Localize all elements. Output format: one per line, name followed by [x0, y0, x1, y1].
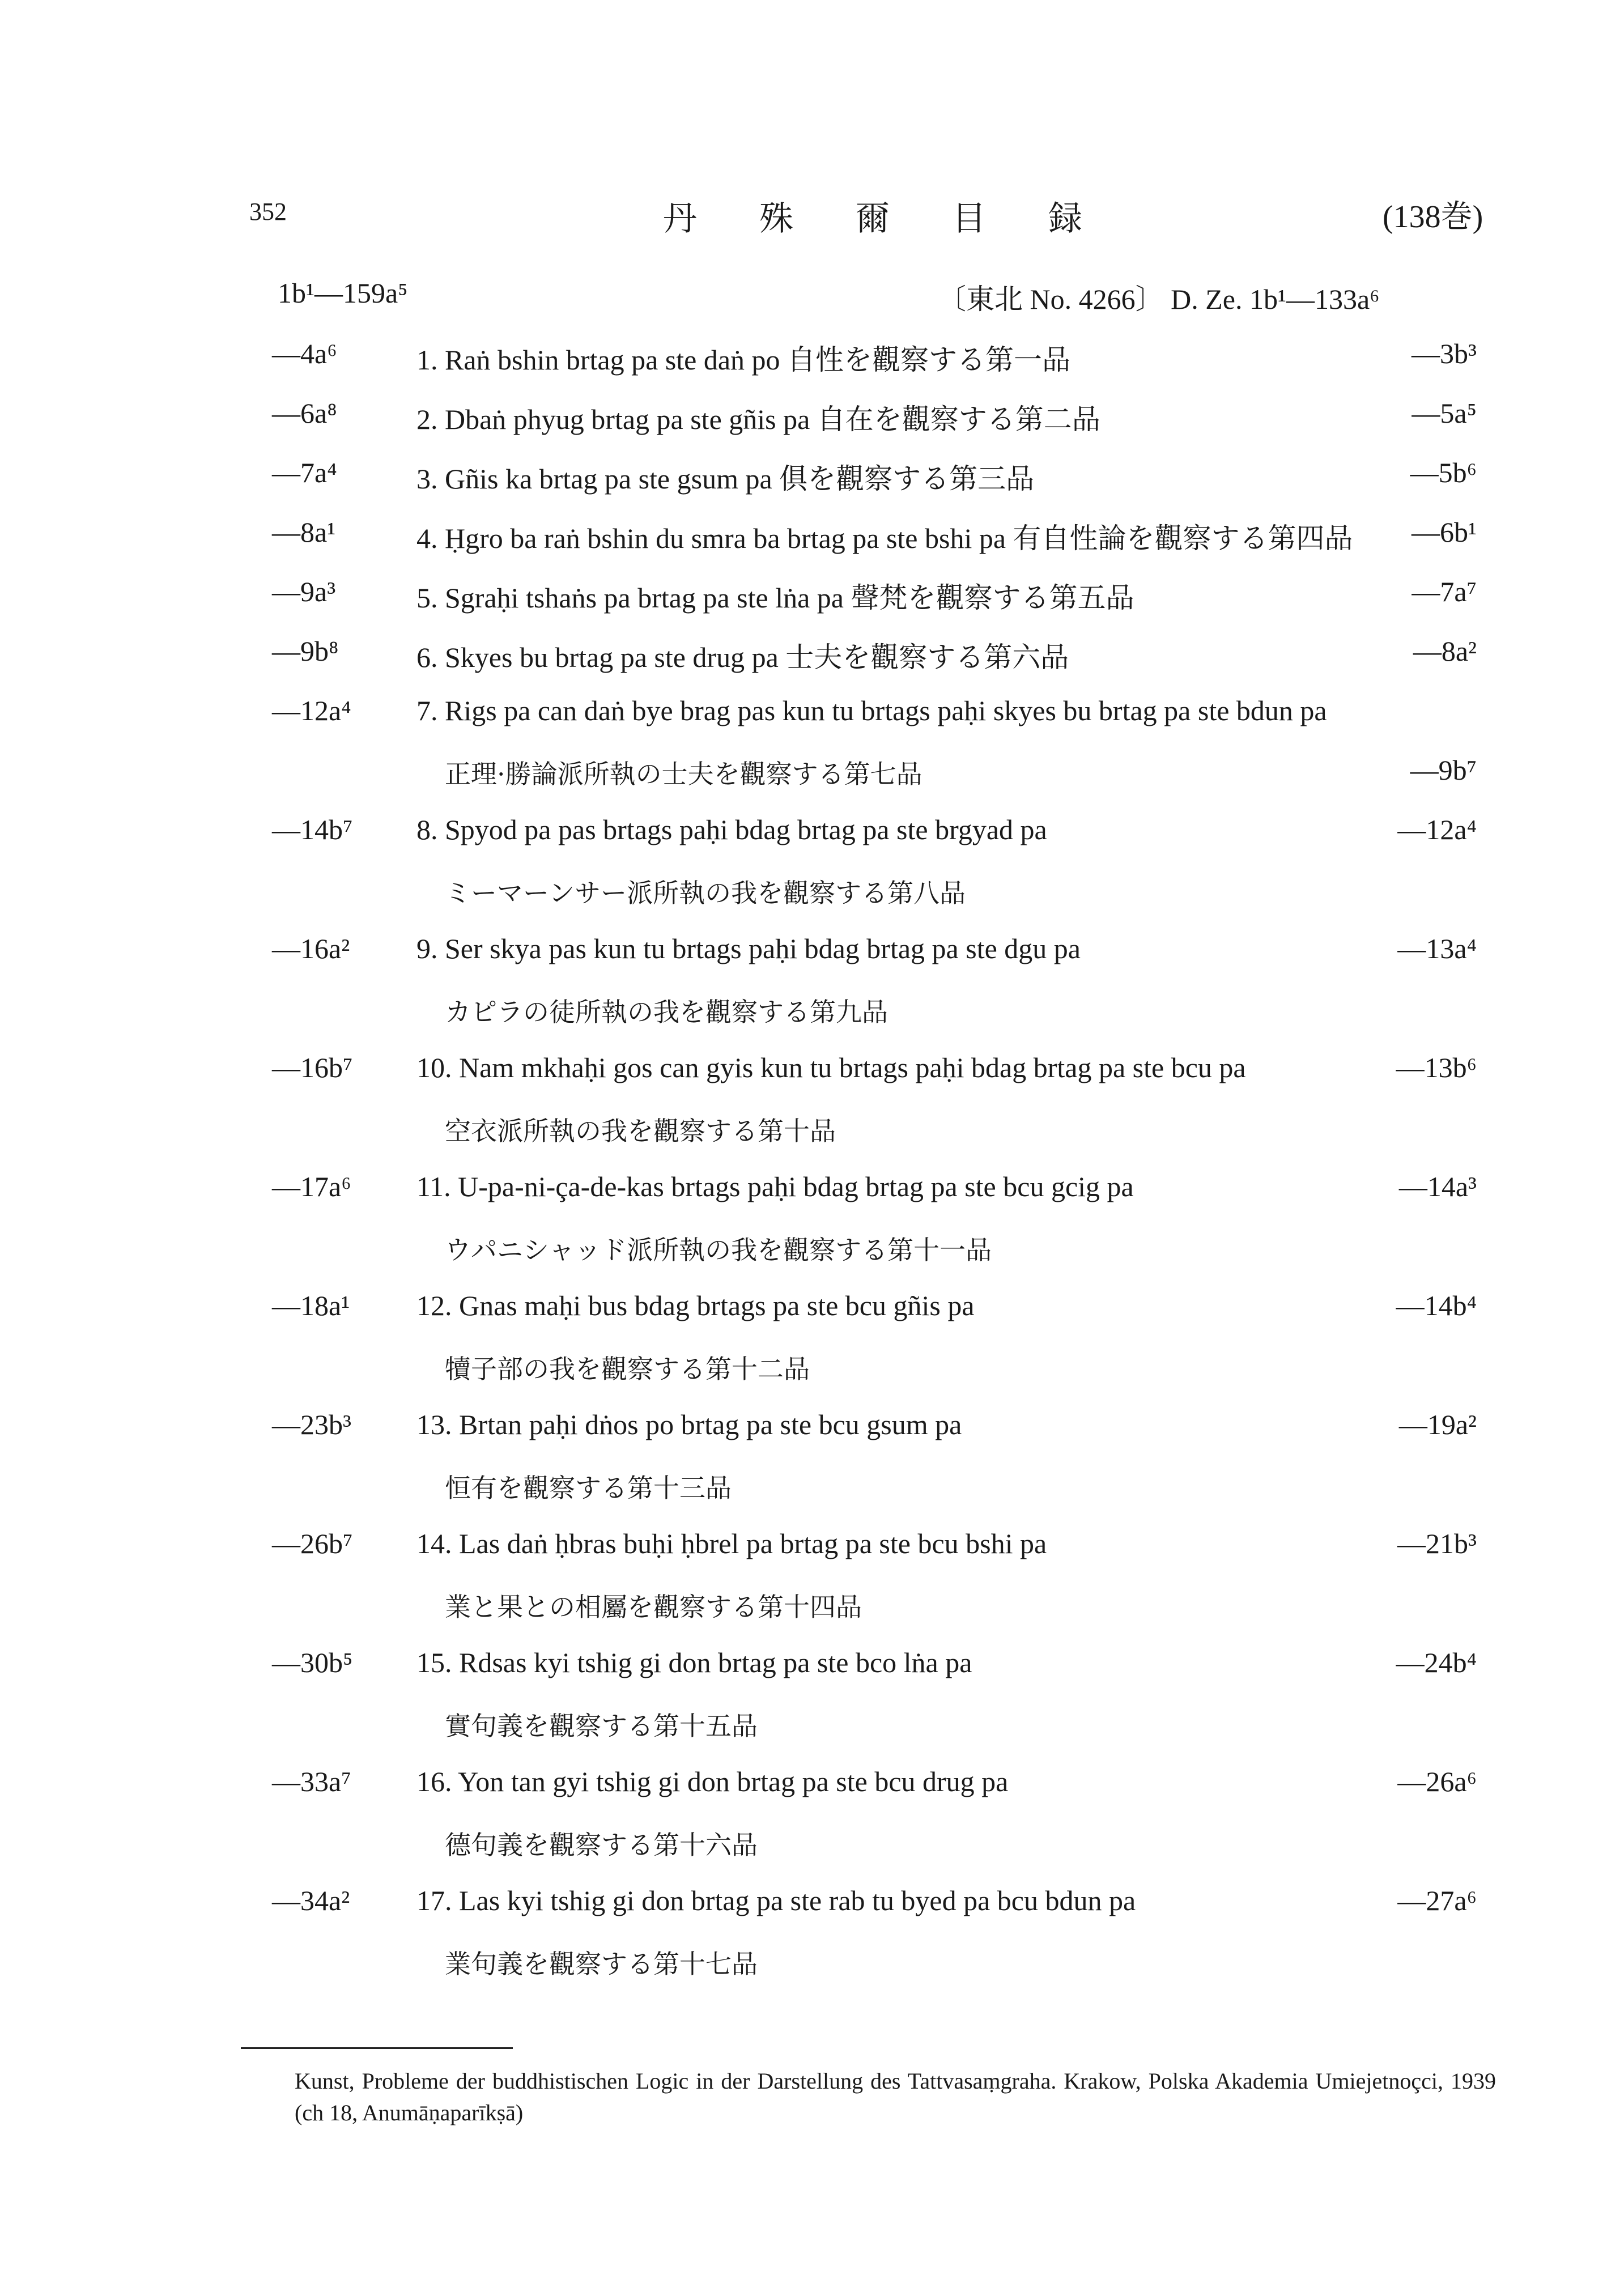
derge-folio: —5b⁶ — [1410, 457, 1477, 488]
entry-title: 11. U-pa-ni-ça-de-kas brtags paḥi bdag brtag pa ste bcu gcig pa — [416, 1171, 1134, 1202]
derge-folio: —6b¹ — [1412, 516, 1477, 548]
entry-translation: カピラの徒所執の我を觀察する第九品 — [445, 997, 888, 1027]
page-number: 352 — [249, 198, 287, 226]
derge-folio: —26a⁶ — [1397, 1766, 1477, 1797]
folio-end: —12a⁴ — [272, 695, 351, 726]
folio-end: —9a³ — [272, 576, 336, 607]
folio-end: —17a⁶ — [272, 1171, 351, 1202]
footnote: Kunst, Probleme der buddhistischen Logic in der Darstellung des Tattvasaṃgraha. Krakow, Polska Akademia Umiejetnoçci, 1939 (ch 18, Anumāṇaparīkṣā) — [295, 2068, 1496, 2125]
folio-range: 1b¹—159a⁵ — [278, 277, 408, 309]
entry-translation: ウパニシャッド派所執の我を觀察する第十一品 — [445, 1235, 992, 1265]
derge-folio: —3b³ — [1412, 338, 1477, 369]
derge-folio: —12a⁴ — [1397, 814, 1477, 845]
derge-folio: —13b⁶ — [1396, 1052, 1477, 1083]
entry-title: 12. Gnas maḥi bus bdag brtags pa ste bcu gñis pa — [416, 1290, 975, 1321]
derge-folio: —24b⁴ — [1396, 1647, 1477, 1678]
derge-folio: —14b⁴ — [1396, 1290, 1477, 1321]
entry-translation: 犢子部の我を觀察する第十二品 — [445, 1354, 810, 1384]
footnote-divider — [241, 2047, 513, 2049]
entry-title: 13. Brtan paḥi dṅos po brtag pa ste bcu gsum pa — [416, 1409, 962, 1440]
entry-title: 3. Gñis ka brtag pa ste gsum pa 俱を觀察する第三品 — [416, 463, 1035, 495]
entry-title: 9. Ser skya pas kun tu brtags paḥi bdag brtag pa ste dgu pa — [416, 933, 1081, 964]
folio-end: —26b⁷ — [272, 1528, 353, 1559]
page-title: 丹殊爾目録 — [663, 199, 1145, 239]
folio-end: —18a¹ — [272, 1290, 350, 1321]
folio-end: —7a⁴ — [272, 457, 337, 488]
entry-title: 15. Rdsas kyi tshig gi don brtag pa ste bco lṅa pa — [416, 1647, 972, 1678]
derge-folio: —27a⁶ — [1397, 1885, 1477, 1916]
entry-title: 1. Raṅ bshin brtag pa ste daṅ po 自性を觀察する第一品 — [416, 344, 1071, 376]
volume-label: (138巻) — [1383, 199, 1483, 235]
entry-title: 2. Dbaṅ phyug brtag pa ste gñis pa 自在を觀察する第二品 — [416, 403, 1100, 435]
folio-end: —16b⁷ — [272, 1052, 353, 1083]
derge-folio: —7a⁷ — [1412, 576, 1477, 607]
folio-end: —30b⁵ — [272, 1647, 353, 1678]
folio-end: —6a⁸ — [272, 397, 337, 429]
derge-folio: —21b³ — [1397, 1528, 1477, 1559]
entry-translation: ミーマーンサー派所執の我を觀察する第八品 — [445, 878, 966, 908]
entry-title: 7. Rigs pa can daṅ bye brag pas kun tu brtags paḥi skyes bu brtag pa ste bdun pa — [416, 695, 1327, 726]
derge-folio: —13a⁴ — [1397, 933, 1477, 964]
derge-folio: —8a² — [1413, 635, 1477, 667]
entry-title: 5. Sgraḥi tshaṅs pa brtag pa ste lṅa pa 聲梵を觀察する第五品 — [416, 582, 1134, 614]
entry-translation: 恒有を觀察する第十三品 — [445, 1473, 732, 1503]
folio-end: —14b⁷ — [272, 814, 353, 845]
derge-folio: —5a⁵ — [1412, 397, 1477, 429]
catalog-reference: 〔東北 No. 4266〕 D. Ze. 1b¹—133a⁶ — [938, 283, 1380, 315]
entry-translation: 空衣派所執の我を觀察する第十品 — [445, 1116, 836, 1146]
folio-end: —23b³ — [272, 1409, 351, 1440]
folio-end: —4a⁶ — [272, 338, 337, 369]
folio-end: —16a² — [272, 933, 350, 964]
entry-translation: 業と果との相屬を觀察する第十四品 — [445, 1592, 862, 1622]
folio-end: —33a⁷ — [272, 1766, 351, 1797]
derge-folio: —14a³ — [1398, 1171, 1477, 1202]
entry-title: 4. Ḥgro ba raṅ bshin du smra ba brtag pa ste bshi pa 有自性論を觀察する第四品 — [416, 522, 1353, 554]
entry-translation: 正理·勝論派所執の士夫を觀察する第七品 — [445, 759, 922, 789]
entry-title: 17. Las kyi tshig gi don brtag pa ste rab tu byed pa bcu bdun pa — [416, 1885, 1136, 1916]
folio-end: —8a¹ — [272, 516, 336, 548]
entry-title: 14. Las daṅ ḥbras buḥi ḥbrel pa brtag pa ste bcu bshi pa — [416, 1528, 1047, 1559]
entry-title: 16. Yon tan gyi tshig gi don brtag pa ste bcu drug pa — [416, 1766, 1009, 1797]
entry-translation: 實句義を觀察する第十五品 — [445, 1711, 758, 1741]
entry-translation: 業句義を觀察する第十七品 — [445, 1949, 758, 1979]
entry-title: 6. Skyes bu brtag pa ste drug pa 士夫を觀察する第六品 — [416, 641, 1069, 673]
folio-end: —9b⁸ — [272, 635, 339, 667]
entry-title: 10. Nam mkhaḥi gos can gyis kun tu brtags paḥi bdag brtag pa ste bcu pa — [416, 1052, 1246, 1083]
derge-folio: —19a² — [1398, 1409, 1477, 1440]
entry-title: 8. Spyod pa pas brtags paḥi bdag brtag pa ste brgyad pa — [416, 814, 1047, 845]
folio-end: —34a² — [272, 1885, 350, 1916]
derge-folio: —9b⁷ — [1410, 754, 1477, 786]
entry-translation: 德句義を觀察する第十六品 — [445, 1830, 758, 1860]
